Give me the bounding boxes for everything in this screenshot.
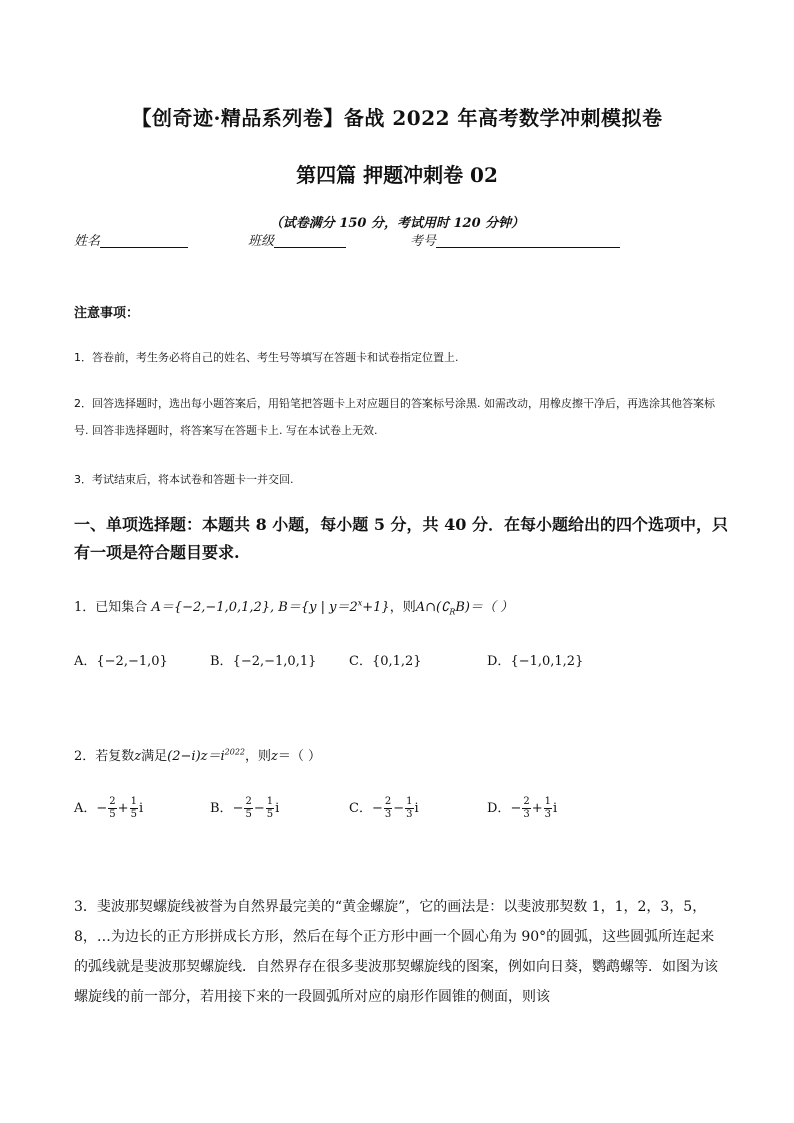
q2-text-mid: 满足 [141,749,168,764]
q2-option-a[interactable]: A．− $\frac{2}{5}$ + $\frac{1}{5}$ i [74,796,144,820]
q2-tail: ＝（ ） [277,749,322,764]
q2-equation: $(2-i)z=i^{2022}$ [167,747,246,764]
q2-option-c[interactable]: C．− $\frac{2}{3}$ − $\frac{1}{3}$ i [349,796,419,820]
id-field [410,230,620,249]
q1-text-prefix: 已知集合 [95,600,148,615]
q1-sets: A＝{−2,−1,0,1,2}, B＝{y | $y=2^x+1$} [151,598,390,615]
q1-text-mid: ，则 [389,600,416,615]
name-input-line[interactable] [100,233,188,248]
note-item-2: 2．回答选择题时，选出每小题答案后，用铅笔把答题卡上对应题目的答案标号涂黑. 如需改动，用橡皮擦干净后，再选涂其他答案标号. 回答非选择题时，将答案写在答题卡上. 写在本试卷上无效. [74,397,715,437]
question-3: 3．斐波那契螺旋线被誉为自然界最完美的“黄金螺旋”，它的画法是：以斐波那契数 1，1，2，3，5，8，…为边长的正方形拼成长方形，然后在每个正方形中画一个圆心角为 90°的圆弧，这些圆弧所连起来的弧线就是斐波那契螺旋线．自然界存在很多斐波那契螺旋线的图案，例如向日葵，鹦鹉螺等．如图为该螺旋线的前一部分，若用接下来的一段圆弧所对应的扇形作圆锥的侧面，则该 [74,899,718,1005]
class-input-line[interactable] [274,233,346,248]
id-label: 考号 [410,234,437,249]
section-heading: 一、单项选择题：本题共 8 小题，每小题 5 分，共 40 分．在每小题给出的四个选项中，只有一项是符合题目要求. [74,515,728,562]
q2-text-prefix: 若复数 [95,749,135,764]
name-field [74,230,188,249]
class-label: 班级 [248,234,275,249]
q2-option-d[interactable]: D．− $\frac{2}{3}$ + $\frac{1}{3}$ i [487,796,558,820]
page-subtitle: 第四篇 押题冲刺卷 02 [296,163,498,187]
note-item-3: 3．考试结束后，将本试卷和答题卡一并交回. [74,473,294,486]
q1-option-b[interactable]: B．{−2,−1,0,1} [210,654,317,669]
id-input-line[interactable] [436,233,620,248]
exam-info: （试卷满分 150 分，考试用时 120 分钟） [269,216,525,231]
question-2 [74,745,321,764]
q2-option-b[interactable]: B．− $\frac{2}{5}$ − $\frac{1}{5}$ i [210,796,280,820]
q1-expr: $A\cap(∁_RB)=$（ ） [415,600,514,617]
question-1 [74,596,513,617]
q1-option-c[interactable]: C．{0,1,2} [349,654,422,669]
q2-text-end: ，则 [245,749,272,764]
notes-title: 注意事项： [74,306,140,321]
q1-option-a[interactable]: A．{−2,−1,0} [74,654,168,669]
q1-option-d[interactable]: D．{−1,0,1,2} [487,654,584,669]
note-item-1: 1．答卷前，考生务必将自己的姓名、考生号等填写在答题卡和试卷指定位置上. [74,351,459,364]
q1-number: 1． [74,600,96,615]
class-field [248,230,346,249]
page-title: 【创奇迹·精品系列卷】备战 2022 年高考数学冲刺模拟卷 [131,106,663,130]
q2-var: z [134,749,142,764]
name-label: 姓名 [74,234,101,249]
q2-number: 2． [74,749,96,764]
q2-var2: z [271,749,278,764]
